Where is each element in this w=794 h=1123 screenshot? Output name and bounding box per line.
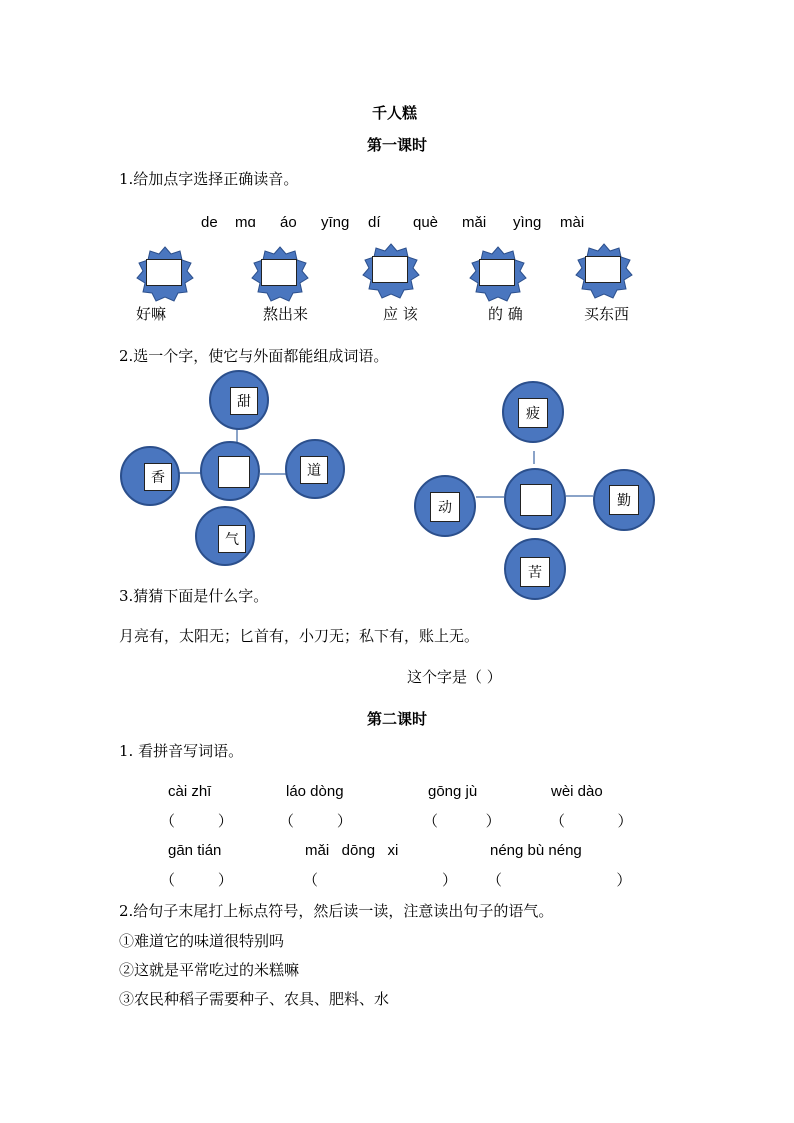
answer-badge[interactable] bbox=[362, 243, 420, 301]
answer-badge[interactable] bbox=[136, 246, 194, 304]
pinyin-word: mǎi dōng xi bbox=[305, 842, 399, 859]
outer-circle-left bbox=[120, 446, 180, 506]
char-box: 香 bbox=[144, 463, 172, 491]
answer-box[interactable] bbox=[146, 259, 182, 286]
center-answer-box[interactable] bbox=[520, 484, 552, 516]
connector-line bbox=[178, 472, 202, 474]
char-box: 勤 bbox=[609, 485, 639, 515]
outer-circle-top bbox=[209, 370, 269, 430]
page-title: 千人糕 bbox=[372, 104, 418, 122]
sentence-item: ③农民种稻子需要种子、农具、肥料、水 bbox=[119, 990, 390, 1008]
lesson2-heading: 第二课时 bbox=[367, 710, 428, 728]
pinyin-word: láo dòng bbox=[286, 783, 344, 800]
pinyin-option: mài bbox=[560, 214, 585, 231]
outer-circle-right bbox=[593, 469, 655, 531]
lesson1-q1-prompt: 1.给加点字选择正确读音。 bbox=[119, 170, 299, 188]
word-item: 的 确 bbox=[488, 305, 523, 323]
answer-box[interactable] bbox=[372, 256, 408, 283]
pinyin-word: cài zhī bbox=[168, 783, 212, 800]
pinyin-option: yìng bbox=[513, 214, 542, 231]
connector-line bbox=[236, 428, 238, 442]
answer-parentheses[interactable]: （ ） bbox=[160, 812, 233, 830]
answer-box[interactable] bbox=[261, 259, 297, 286]
pinyin-option: dí bbox=[368, 214, 381, 231]
outer-circle-bottom bbox=[195, 506, 255, 566]
char-box: 道 bbox=[300, 456, 328, 484]
char-box: 疲 bbox=[518, 398, 548, 428]
pinyin-option: yīng bbox=[321, 214, 350, 231]
char-box: 苦 bbox=[520, 557, 550, 587]
answer-badge[interactable] bbox=[469, 246, 527, 304]
pinyin-word: néng bù néng bbox=[490, 842, 582, 859]
center-answer-box[interactable] bbox=[218, 456, 250, 488]
answer-line[interactable]: 这个字是（ ） bbox=[407, 668, 502, 686]
char-box: 动 bbox=[430, 492, 460, 522]
pinyin-word: gōng jù bbox=[428, 783, 478, 800]
center-circle[interactable] bbox=[504, 468, 566, 530]
sentence-item: ①难道它的味道很特别吗 bbox=[119, 932, 285, 950]
answer-parentheses[interactable]: （ ） bbox=[423, 812, 501, 830]
pinyin-option: de bbox=[201, 214, 218, 231]
pinyin-option: què bbox=[413, 214, 439, 231]
pinyin-option: mǎi bbox=[462, 214, 487, 231]
pinyin-word: gān tián bbox=[168, 842, 222, 859]
pinyin-word: wèi dào bbox=[551, 783, 603, 800]
connector-line bbox=[533, 451, 535, 464]
answer-parentheses[interactable]: （ ） bbox=[160, 871, 233, 889]
lesson2-q1-prompt: 1. 看拼音写词语。 bbox=[119, 742, 244, 760]
pinyin-option: mɑ bbox=[235, 214, 256, 231]
word-item: 好嘛 bbox=[136, 305, 167, 323]
outer-circle-top bbox=[502, 381, 564, 443]
riddle-text: 月亮有，太阳无；匕首有，小刀无；私下有，账上无。 bbox=[119, 627, 480, 645]
char-box: 甜 bbox=[230, 387, 258, 415]
outer-circle-left bbox=[414, 475, 476, 537]
center-circle[interactable] bbox=[200, 441, 260, 501]
connector-line bbox=[566, 495, 593, 497]
answer-badge[interactable] bbox=[575, 243, 633, 301]
word-item: 应 该 bbox=[383, 305, 418, 323]
answer-box[interactable] bbox=[585, 256, 621, 283]
char-box: 气 bbox=[218, 525, 246, 553]
pinyin-option: áo bbox=[280, 214, 297, 231]
outer-circle-bottom bbox=[504, 538, 566, 600]
lesson1-heading: 第一课时 bbox=[367, 136, 428, 154]
lesson2-q2-prompt: 2.给句子末尾打上标点符号，然后读一读，注意读出句子的语气。 bbox=[119, 902, 554, 920]
answer-parentheses[interactable]: （ ） bbox=[303, 871, 457, 889]
answer-parentheses[interactable]: （ ） bbox=[550, 812, 633, 830]
outer-circle-right bbox=[285, 439, 345, 499]
word-item: 买东西 bbox=[584, 305, 630, 323]
answer-parentheses[interactable]: （ ） bbox=[279, 812, 352, 830]
connector-line bbox=[260, 473, 287, 475]
lesson1-q2-prompt: 2.选一个字，使它与外面都能组成词语。 bbox=[119, 347, 389, 365]
answer-badge[interactable] bbox=[251, 246, 309, 304]
lesson1-q3-prompt: 3.猜猜下面是什么字。 bbox=[119, 587, 269, 605]
sentence-item: ②这就是平常吃过的米糕嘛 bbox=[119, 961, 300, 979]
word-item: 熬出来 bbox=[263, 305, 309, 323]
answer-box[interactable] bbox=[479, 259, 515, 286]
connector-line bbox=[476, 496, 504, 498]
answer-parentheses[interactable]: （ ） bbox=[487, 871, 632, 889]
